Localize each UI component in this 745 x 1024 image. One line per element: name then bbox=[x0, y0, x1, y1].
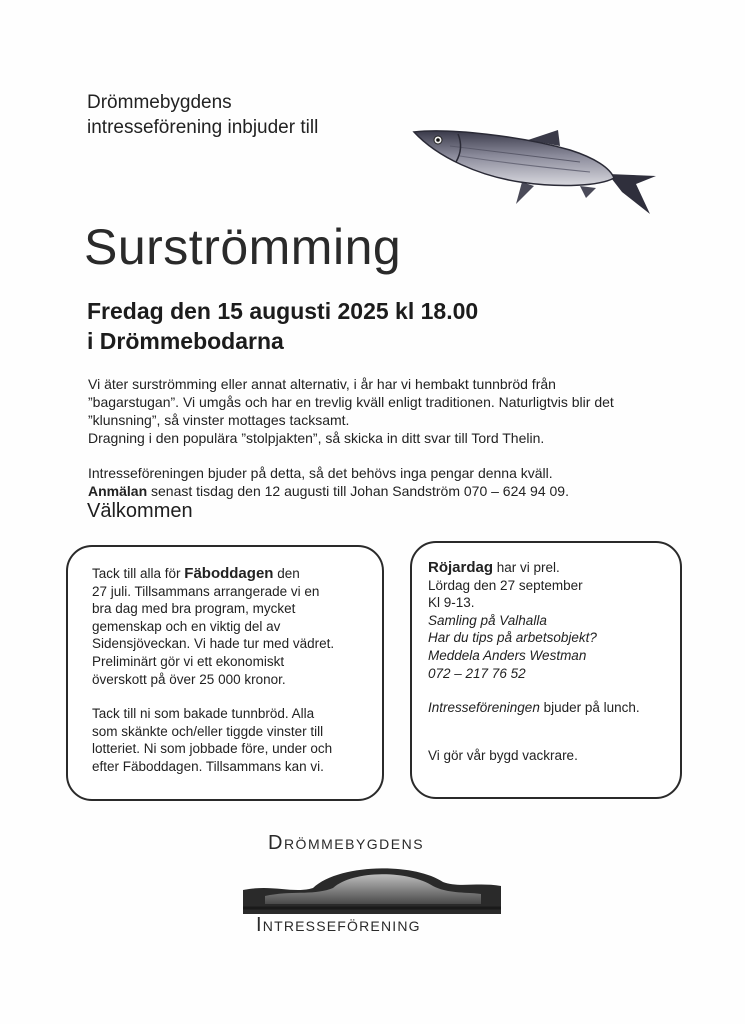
event-place: i Drömmebodarna bbox=[87, 328, 284, 354]
intro-line-2: intresseförening inbjuder till bbox=[87, 117, 319, 138]
box-line: gemenskap och en viktig del av bbox=[92, 618, 281, 634]
box-text: Tack till alla för bbox=[92, 566, 185, 581]
rojardag-label: Röjardag bbox=[428, 559, 494, 576]
box-line: Kl 9-13. bbox=[428, 595, 475, 611]
invitation-intro bbox=[87, 90, 318, 140]
intro-line-1: Drömmebygdens bbox=[87, 92, 232, 113]
box-line: lotteriet. Ni som jobbade före, under och bbox=[92, 741, 333, 757]
registration-label: Anmälan bbox=[88, 483, 148, 499]
box-text: Intresseföreningen bbox=[428, 700, 540, 716]
box-line bbox=[428, 629, 670, 647]
box-text: har vi prel. bbox=[493, 560, 560, 575]
faboddagen-thanks-box bbox=[66, 545, 384, 801]
event-description bbox=[88, 375, 688, 500]
box-text: Samling på Valhalla bbox=[428, 612, 547, 628]
box-line bbox=[428, 612, 670, 630]
box-line: överskott på över 25 000 kronor. bbox=[92, 671, 286, 687]
registration-line bbox=[88, 482, 688, 500]
page-title: Surströmming bbox=[84, 219, 402, 275]
box-line bbox=[92, 565, 372, 583]
box-line bbox=[428, 647, 670, 665]
box-line: bra dag med bra program, mycket bbox=[92, 601, 296, 617]
box-text: bjuder på lunch. bbox=[539, 700, 640, 716]
box-line: efter Fäboddagen. Tillsammans kan vi. bbox=[92, 758, 324, 774]
fish-illustration bbox=[410, 122, 662, 218]
welcome-text: Välkommen bbox=[87, 500, 193, 522]
body-line: ”klunsning”, så vinster mottages tacksamt. bbox=[88, 412, 350, 428]
box-line: Preliminärt gör vi ett ekonomiskt bbox=[92, 653, 285, 669]
closing-line: Vi gör vår bygd vackrare. bbox=[428, 747, 578, 763]
box-text: den bbox=[273, 566, 300, 581]
box-text: Har du tips på arbetsobjekt? bbox=[428, 630, 597, 646]
event-details bbox=[87, 296, 478, 356]
body-line: ”bagarstugan”. Vi umgås och har en trevlig kväll enligt traditionen. Naturligtvis blir det bbox=[88, 394, 614, 410]
box-line: som skänkte och/eller tiggde vinster till bbox=[92, 723, 324, 739]
body-line: Vi äter surströmming eller annat alternativ, i år har vi hembakt tunnbröd från bbox=[88, 376, 556, 392]
landscape-logo-icon bbox=[243, 860, 501, 914]
contact-phone: 072 – 217 76 52 bbox=[428, 665, 526, 681]
body-line: Intresseföreningen bjuder på detta, så det behövs inga pengar denna kväll. bbox=[88, 465, 553, 481]
box-line: 27 juli. Tillsammans arrangerade vi en bbox=[92, 583, 320, 599]
box-line: Sidensjöveckan. Vi hade tur med vädret. bbox=[92, 636, 335, 652]
faboddagen-label: Fäboddagen bbox=[184, 565, 274, 582]
logo-bottom-text: Intresseförening bbox=[256, 914, 421, 936]
box-line bbox=[428, 699, 670, 717]
logo-top-text: Drömmebygdens bbox=[268, 832, 425, 854]
body-line: Dragning i den populära ”stolpjakten”, så skicka in ditt svar till Tord Thelin. bbox=[88, 430, 545, 446]
event-date: Fredag den 15 augusti 2025 kl 18.00 bbox=[87, 298, 479, 324]
box-line bbox=[428, 559, 670, 577]
box-line: Lördag den 27 september bbox=[428, 577, 583, 593]
rojardag-box bbox=[410, 541, 682, 799]
box-line bbox=[428, 665, 670, 683]
registration-text: senast tisdag den 12 augusti till Johan Sandström 070 – 624 94 09. bbox=[147, 483, 569, 499]
box-text: Meddela Anders Westman bbox=[428, 647, 587, 663]
box-line: Tack till ni som bakade tunnbröd. Alla bbox=[92, 706, 315, 722]
